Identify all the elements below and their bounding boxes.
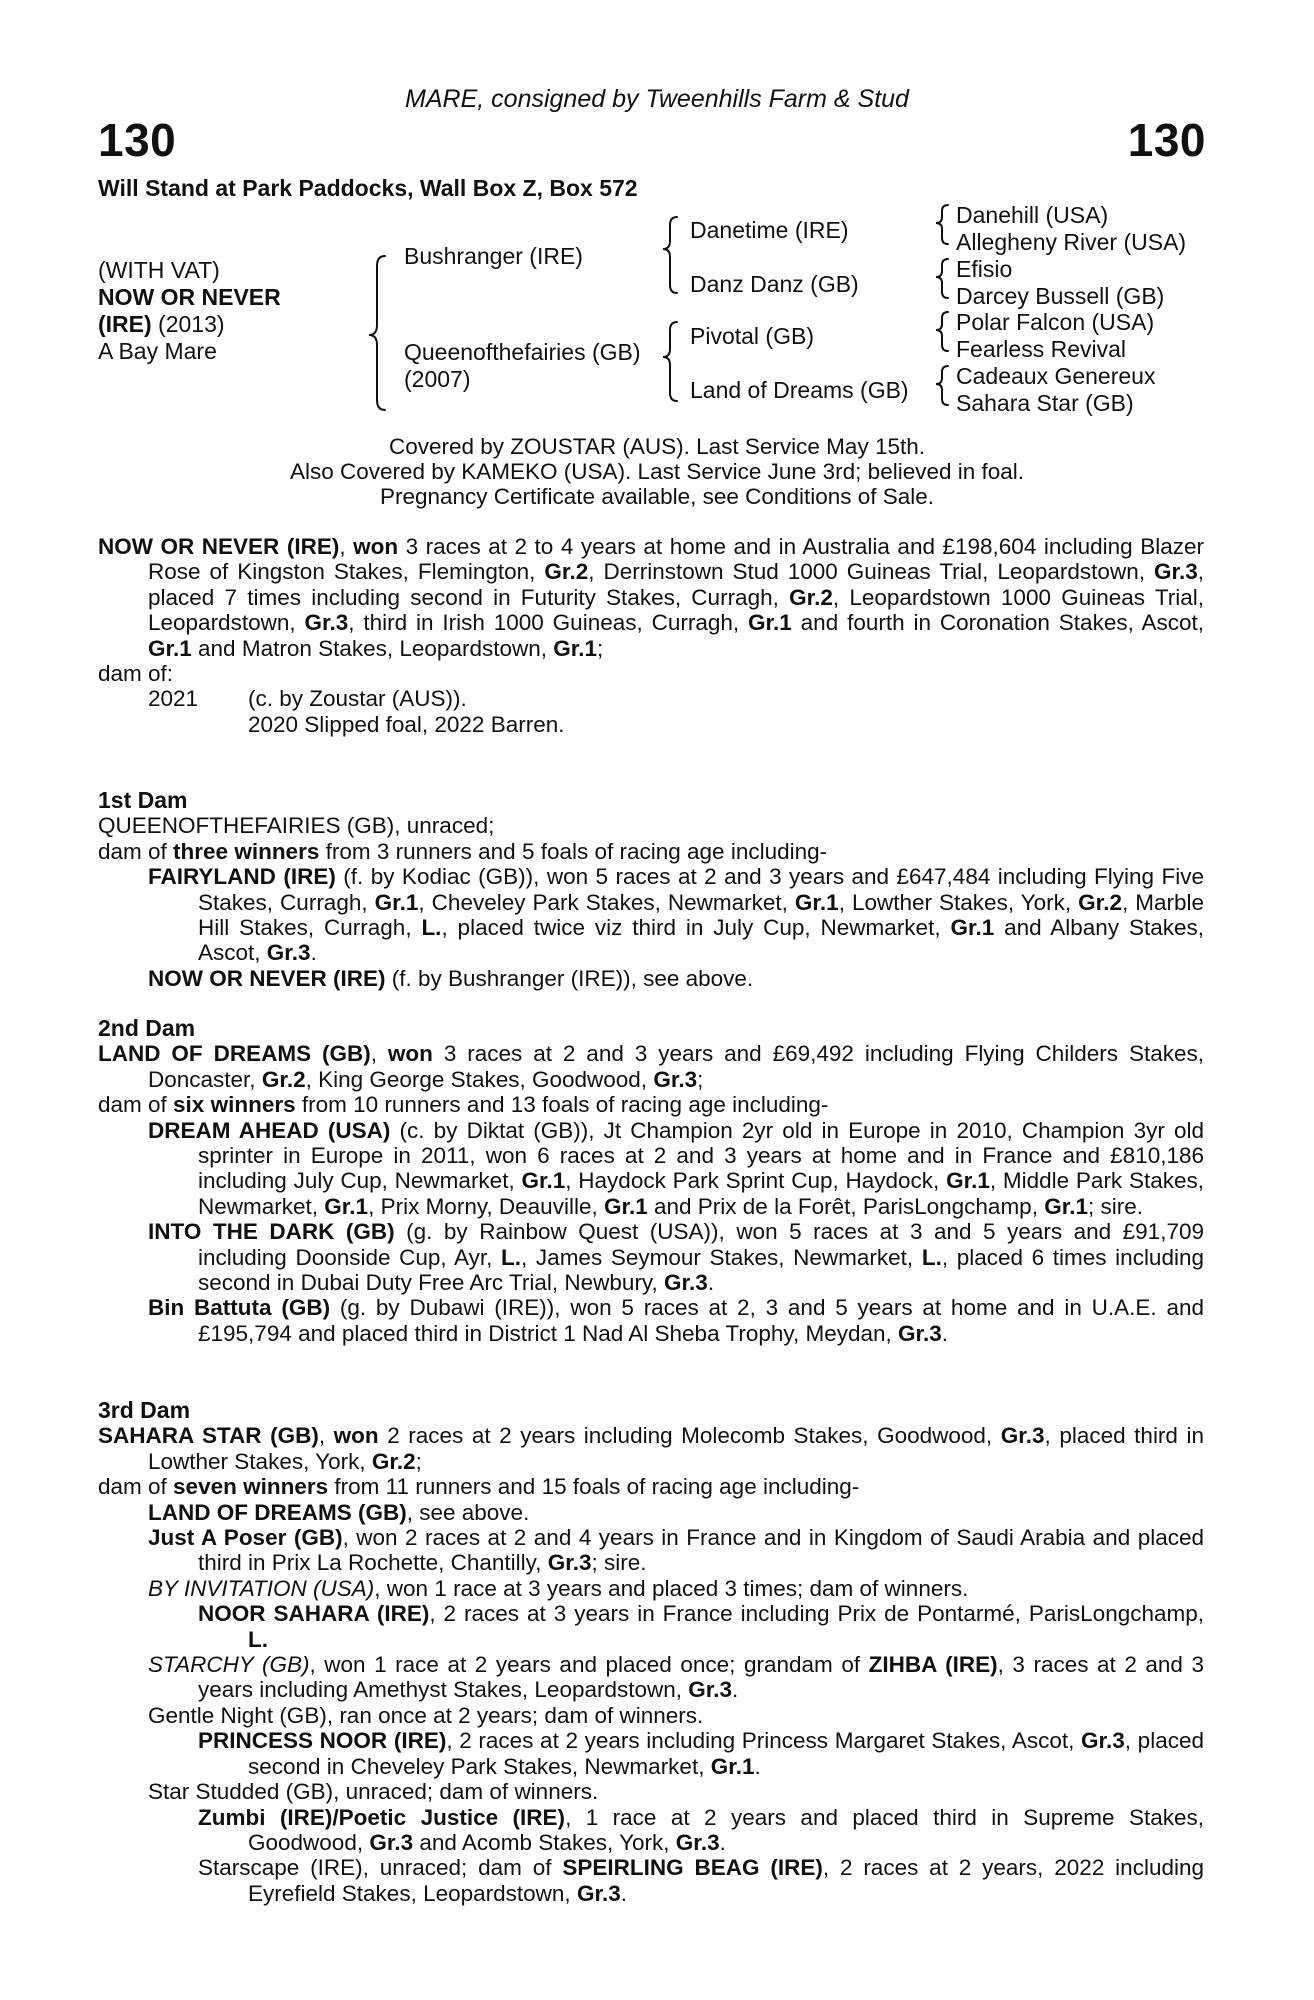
produce-year: 2021 [148, 686, 199, 712]
pedigree-sire: Bushranger (IRE) [404, 243, 583, 269]
pedigree-g3-2: Allegheny River (USA) [956, 229, 1187, 255]
third-dam-entry-gentle-night: Gentle Night (GB), ran once at 2 years; dam of winners. [148, 1702, 704, 1728]
dam-of-label: dam of: [98, 661, 174, 687]
horse-foaled-year: (2013) [151, 311, 225, 337]
pedigree-dam-sire: Pivotal (GB) [690, 323, 814, 349]
pedigree-g3-6: Fearless Revival [956, 336, 1126, 362]
horse-name-suffix [98, 311, 225, 338]
pedigree-g3-4: Darcey Bussell (GB) [956, 283, 1165, 309]
third-dam-record: SAHARA STAR (GB), won 2 races at 2 years including Molecomb Stakes, Goodwood, Gr.3, placed third in Lowther Stakes, York, Gr.2; [98, 1423, 1205, 1474]
covered-line-2: Also Covered by KAMEKO (USA). Last Service June 3rd; believed in foal. [289, 459, 1025, 484]
first-dam-produce-summary: dam of three winners from 3 runners and 5 foals of racing age including- [98, 838, 828, 864]
first-dam-line: QUEENOFTHEFAIRIES (GB), unraced; [98, 813, 495, 839]
bracket-gen3-2 [936, 259, 948, 298]
third-dam-entry-just-a-poser: Just A Poser (GB), won 2 races at 2 and 4 years in France and in Kingdom of Saudi Arabia and placed third in Prix La Rochette, Chantilly, Gr.3; sire. [148, 1525, 1204, 1576]
third-dam-section [98, 1398, 1204, 1906]
third-dam-entry-princess-noor: PRINCESS NOOR (IRE), 2 races at 2 years including Princess Margaret Stakes, Ascot, Gr.3, placed second in Cheveley Park Stakes, Newmarket, Gr.1. [198, 1728, 1204, 1779]
vat-note: (WITH VAT) [98, 257, 220, 283]
pedigree-g3-5: Polar Falcon (USA) [956, 309, 1155, 335]
horse-country: (IRE) [98, 311, 152, 337]
mare-name: NOW OR NEVER (IRE) [98, 534, 340, 559]
third-dam-title: 3rd Dam [98, 1397, 191, 1423]
second-dam-record: LAND OF DREAMS (GB), won 3 races at 2 and 3 years and £69,492 including Flying Childers Stakes, Doncaster, Gr.2, King George Stakes, Goodwood, Gr.3; [98, 1041, 1204, 1092]
third-dam-entry-starchy: STARCHY (GB), won 1 race at 2 years and placed once; grandam of ZIHBA (IRE), 3 races at 2 and 3 years including Amethyst Stakes, Leopardstown, Gr.3. [148, 1652, 1205, 1703]
bracket-gen3-4 [936, 366, 948, 405]
second-dam-section [98, 1016, 1204, 1346]
bracket-gen2-sire [663, 217, 677, 293]
bracket-gen2-dam [663, 322, 677, 401]
third-dam-entry-by-invitation: BY INVITATION (USA), won 1 race at 3 years and placed 3 times; dam of winners. [148, 1575, 969, 1601]
second-dam-entry-bin-battuta: Bin Battuta (GB) (g. by Dubawi (IRE)), won 5 races at 2, 3 and 5 years at home and in U.A.E. and £195,794 and placed third in District 1 Nad Al Sheba Trophy, Meydan, Gr.3. [148, 1295, 1204, 1346]
third-dam-entry-starscape: Starscape (IRE), unraced; dam of SPEIRLING BEAG (IRE), 2 races at 2 years, 2022 including Eyrefield Stakes, Leopardstown, Gr.3. [198, 1855, 1204, 1906]
first-dam-title: 1st Dam [98, 787, 188, 813]
stand-location: Will Stand at Park Paddocks, Wall Box Z, Box 572 [98, 175, 638, 201]
produce-row [98, 686, 1204, 711]
bracket-gen3-1 [936, 205, 948, 244]
third-dam-entry-land-of-dreams: LAND OF DREAMS (GB), see above. [148, 1499, 530, 1525]
pedigree-g3-7: Cadeaux Genereux [956, 363, 1156, 389]
mare-record: NOW OR NEVER (IRE), won 3 races at 2 to 4 years at home and in Australia and £198,604 including Blazer Rose of Kingston Stakes, Flemington, Gr.2, Derrinstown Stud 1000 Guineas Trial, Leopardstown, Gr.3, placed 7 times including second in Futurity Stakes, Curragh, Gr.2, Leopardstown 1000 Guineas Trial, Leopardstown, Gr.3, third in Irish 1000 Guineas, Curragh, Gr.1 and fourth in Coronation Stakes, Ascot, Gr.1 and Matron Stakes, Leopardstown, Gr.1; [98, 534, 1204, 661]
pedigree-dam-dam: Land of Dreams (GB) [690, 377, 909, 403]
pedigree-g3-3: Efisio [956, 256, 1013, 282]
pedigree-g3-1: Danehill (USA) [956, 202, 1109, 228]
third-dam-produce-summary: dam of seven winners from 11 runners and 15 foals of racing age including- [98, 1474, 860, 1500]
pedigree-g3-8: Sahara Star (GB) [956, 390, 1134, 416]
second-dam-title: 2nd Dam [98, 1015, 196, 1041]
third-dam-entry-noor-sahara: NOOR SAHARA (IRE), 2 races at 3 years in France including Prix de Pontarmé, ParisLongchamp, L. [198, 1601, 1204, 1652]
consignor-line: MARE, consigned by Tweenhills Farm & Stud [405, 85, 909, 113]
pedigree-sire-sire: Danetime (IRE) [690, 217, 849, 243]
mare-record-section [98, 534, 1204, 737]
pedigree-dam: Queenofthefairies (GB) [404, 339, 641, 365]
produce-description: (c. by Zoustar (AUS)). [248, 686, 467, 712]
third-dam-entry-zumbi: Zumbi (IRE)/Poetic Justice (IRE), 1 race at 2 years and placed third in Supreme Stakes, Goodwood, Gr.3 and Acomb Stakes, York, Gr.3. [198, 1804, 1204, 1855]
produce-note: 2020 Slipped foal, 2022 Barren. [248, 711, 565, 737]
first-dam-section [98, 788, 1204, 991]
first-dam-entry-fairyland: FAIRYLAND (IRE) (f. by Kodiac (GB)), won 5 races at 2 and 3 years and £647,484 including Flying Five Stakes, Curragh, Gr.1, Cheveley Park Stakes, Newmarket, Gr.1, Lowther Stakes, York, Gr.2, Marble Hill Stakes, Curragh, L., placed twice viz third in July Cup, Newmarket, Gr.1 and Albany Stakes, Ascot, Gr.3. [148, 864, 1205, 966]
first-dam-entry-now-or-never: NOW OR NEVER (IRE) (f. by Bushranger (IRE)), see above. [148, 965, 754, 991]
second-dam-entry-into-the-dark: INTO THE DARK (GB) (g. by Rainbow Quest (USA)), won 5 races at 3 and 5 years and £91,709 including Doonside Cup, Ayr, L., James Seymour Stakes, Newmarket, L., placed 6 times including second in Dubai Duty Free Arc Trial, Newbury, Gr.3. [148, 1219, 1204, 1296]
covered-line-1: Covered by ZOUSTAR (AUS). Last Service May 15th. [388, 434, 925, 459]
horse-description: A Bay Mare [98, 338, 217, 364]
second-dam-produce-summary: dam of six winners from 10 runners and 13 foals of racing age including- [98, 1092, 829, 1118]
bracket-gen1 [369, 256, 385, 410]
horse-name: NOW OR NEVER [98, 284, 281, 310]
third-dam-entry-star-studded: Star Studded (GB), unraced; dam of winners. [148, 1779, 599, 1805]
lot-number-right: 130 [1127, 114, 1206, 166]
second-dam-entry-dream-ahead: DREAM AHEAD (USA) (c. by Diktat (GB)), Jt Champion 2yr old in Europe in 2010, Champion 3yr old sprinter in Europe in 2011, won 6 races at 2 and 3 years at home and in France and £810,186 including July Cup, Newmarket, Gr.1, Haydock Park Sprint Cup, Haydock, Gr.1, Middle Park Stakes, Newmarket, Gr.1, Prix Morny, Deauville, Gr.1 and Prix de la Forêt, ParisLongchamp, Gr.1; sire. [148, 1117, 1204, 1219]
bracket-gen3-3 [936, 312, 948, 351]
pedigree-sire-dam: Danz Danz (GB) [690, 271, 859, 297]
covered-line-3: Pregnancy Certificate available, see Conditions of Sale. [379, 484, 935, 509]
pedigree-dam-year: (2007) [404, 366, 471, 392]
lot-number-left: 130 [98, 114, 177, 166]
